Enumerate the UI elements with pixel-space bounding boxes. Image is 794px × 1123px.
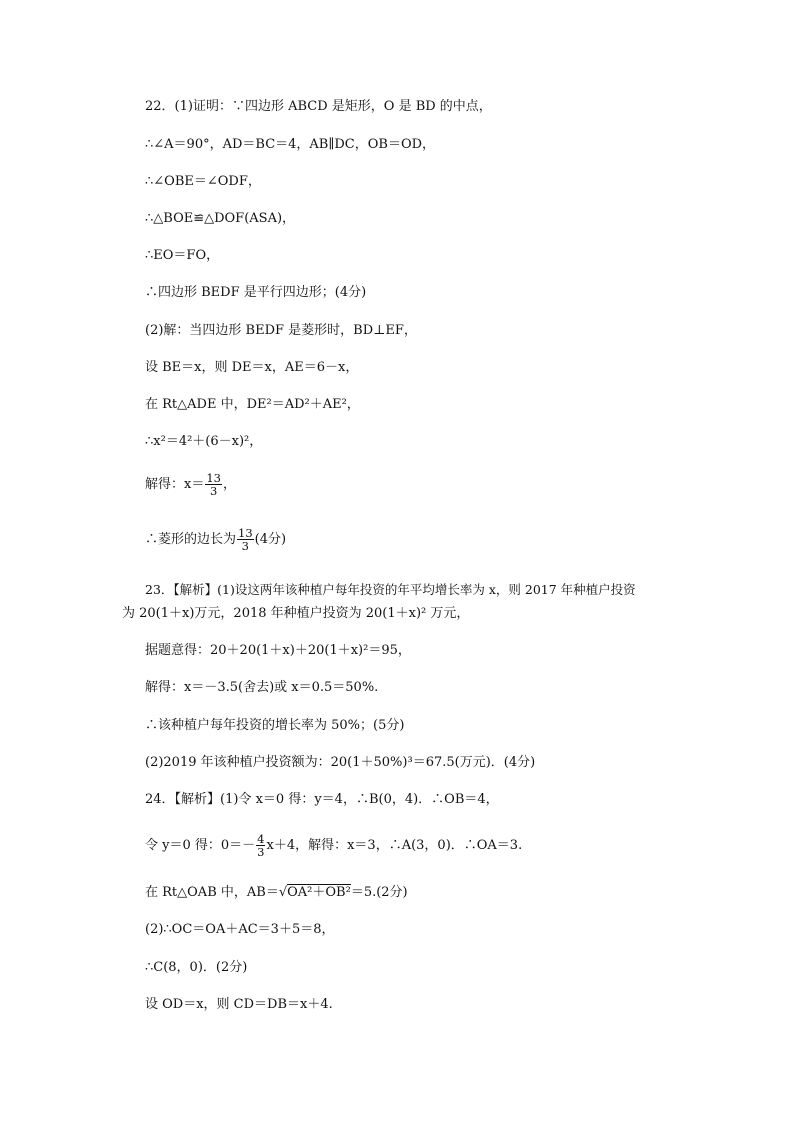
fraction: [256, 833, 265, 858]
fraction-denominator: 3: [210, 484, 218, 498]
q22-line-12-end: (4分): [254, 532, 287, 547]
q23-line-5: ∴该种植户每年投资的增长率为 50%；(5分): [145, 718, 405, 733]
q22-line-3: ∴∠OBE＝∠ODF，: [145, 174, 261, 189]
q24-line-3: [145, 885, 408, 901]
q24-line-5: ∴C(8，0)．(2分): [145, 960, 248, 975]
radicand: OA²＋OB²: [287, 885, 351, 900]
q22-line-2: ∴∠A＝90°，AD＝BC＝4，AB∥DC，OB＝OD，: [145, 137, 436, 152]
q22-line-5: ∴EO＝FO，: [145, 248, 220, 263]
fraction-numerator: 13: [206, 471, 221, 485]
q24-line-2-text: 令 y＝0 得：0＝－: [145, 838, 256, 853]
q22-line-1: 22．(1)证明：∵四边形 ABCD 是矩形，O 是 BD 的中点，: [145, 99, 492, 114]
q23-line-3: 据题意得：20＋20(1＋x)＋20(1＋x)²＝95，: [145, 643, 411, 658]
sqrt-icon: √: [278, 885, 288, 900]
q22-line-8: 设 BE＝x，则 DE＝x，AE＝6－x，: [145, 360, 359, 375]
q22-line-11-text: 解得：x＝: [145, 477, 205, 492]
q22-line-11-end: ，: [222, 477, 236, 492]
fraction: [205, 472, 222, 497]
q24-line-1: 24．【解析】(1)令 x＝0 得：y＝4，∴B(0，4)．∴OB＝4，: [145, 792, 499, 807]
q23-line-1: 23．【解析】(1)设这两年该种植户每年投资的年平均增长率为 x，则 2017 年种植户投资: [145, 582, 636, 597]
q23-line-2: 为 20(1＋x)万元，2018 年种植户投资为 20(1＋x)² 万元，: [122, 606, 470, 621]
q22-line-7: (2)解：当四边形 BEDF 是菱形时，BD⊥EF，: [145, 323, 417, 338]
q24-line-6: 设 OD＝x，则 CD＝DB＝x＋4.: [145, 997, 333, 1012]
q23-line-4: 解得：x＝－3.5(舍去)或 x＝0.5＝50%.: [145, 680, 379, 695]
fraction-numerator: 13: [238, 526, 253, 540]
q22-line-10: ∴x²＝4²＋(6－x)²，: [145, 434, 263, 449]
fraction: [237, 527, 254, 552]
fraction-denominator: 3: [241, 539, 249, 553]
q24-line-2: [145, 833, 522, 858]
fraction-numerator: 4: [257, 832, 265, 846]
fraction-denominator: 3: [257, 845, 265, 859]
q22-line-9: 在 Rt△ADE 中，DE²＝AD²＋AE²，: [145, 397, 360, 412]
q23-line-6: (2)2019 年该种植户投资额为：20(1＋50%)³＝67.5(万元)．(4分): [145, 755, 536, 770]
q24-line-4: (2)∴OC＝OA＋AC＝3＋5＝8，: [145, 922, 335, 937]
q22-line-12-text: ∴菱形的边长为: [145, 532, 237, 547]
q22-line-12: [145, 527, 286, 552]
q24-line-3-end: ＝5.(2分): [350, 885, 408, 900]
q24-line-2-end: x＋4，解得：x＝3，∴A(3，0)．∴OA＝3.: [266, 838, 523, 853]
q22-line-11: [145, 472, 236, 497]
q22-line-4: ∴△BOE≌△DOF(ASA)，: [145, 211, 296, 226]
q22-line-6: ∴四边形 BEDF 是平行四边形；(4分): [145, 285, 367, 300]
q24-line-3-text: 在 Rt△OAB 中，AB＝: [145, 885, 279, 900]
